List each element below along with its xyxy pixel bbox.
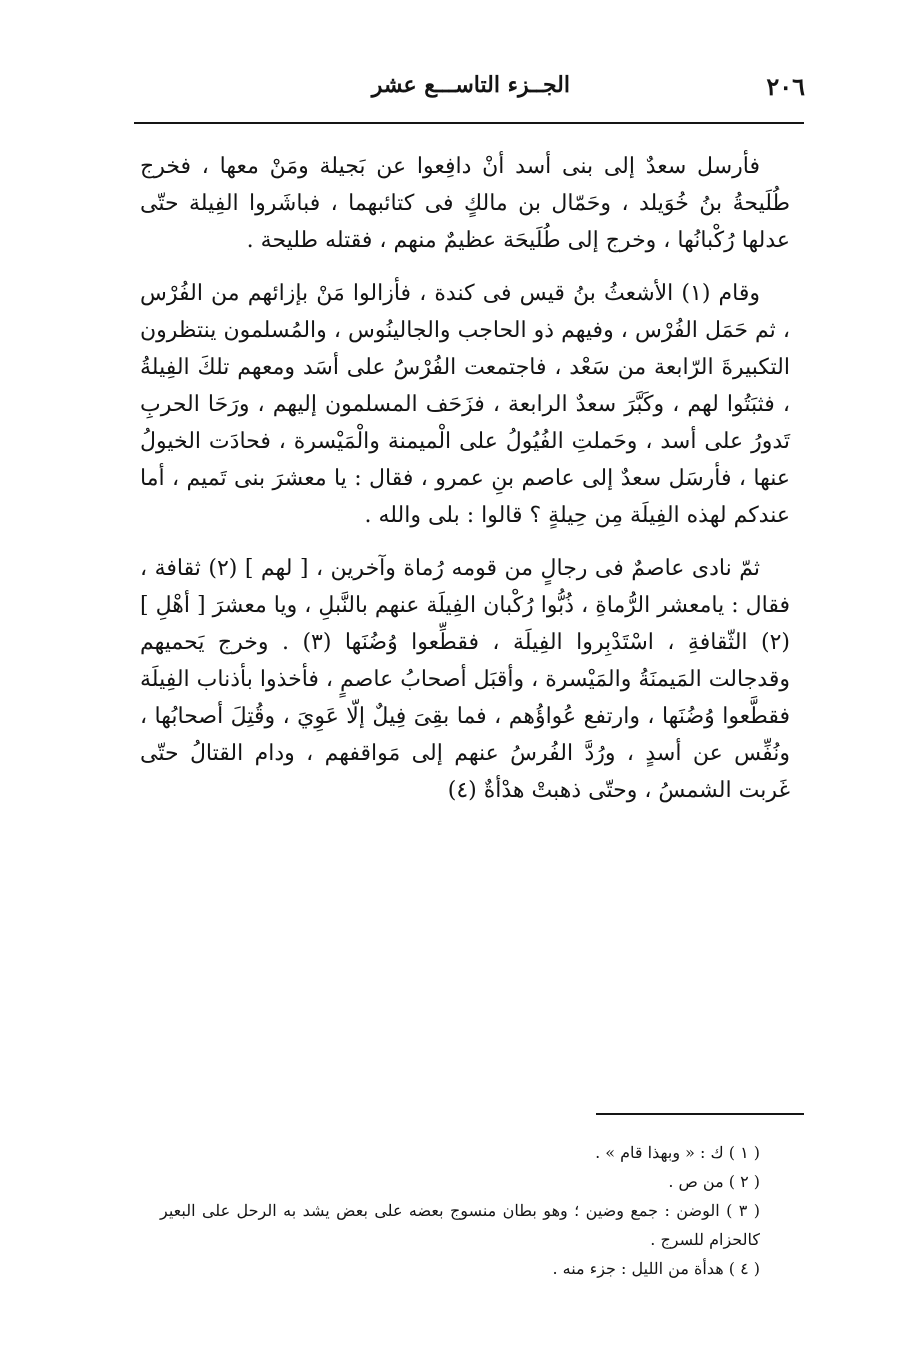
footnotes bbox=[160, 1138, 760, 1283]
header-rule bbox=[134, 122, 804, 124]
paragraph: ثمّ نادى عاصمٌ فى رجالٍ من قومه رُماة وآخرين ، [ لهم ] (٢) ثقافة ، فقال : يامعشر الرُّماةِ ، ذُبُّوا رُكْبان الفِيلَة عنهم بالنَّبلِ ، ويا معشرَ [ أهْلِ ] (٢) الثّقافةِ ، اسْتَدْبِروا الفِيلَة ، فقطِّعوا وُضُنَها (٣) . وخرج يَحميهم وقدجالت المَيمنَةُ والمَيْسرة ، وأقبَل أصحابُ عاصمٍ ، فأخذوا بأذناب الفِيلَة فقطَّعوا وُضُنَها ، وارتفع عُواؤُهم ، فما بقِىَ فِيلٌ إلّا عَوِيَ ، وقُتِلَ أصحابُها ، ونُفِّس عن أسدٍ ، ورُدَّ الفُرسُ عنهم إلى مَواقفهم ، ودام القتالُ حتّى غَربت الشمسُ ، وحتّى ذهبتْ هدْأةٌ (٤) bbox=[140, 556, 790, 803]
page-number: ٢٠٦ bbox=[766, 72, 805, 101]
running-title: الجــزء التاســـع عشر bbox=[371, 72, 570, 98]
footnote: ( ٤ ) هدأة من الليل : جزء منه . bbox=[552, 1259, 760, 1278]
footnote: ( ٢ ) من ص . bbox=[668, 1172, 760, 1191]
paragraph: فأرسل سعدٌ إلى بنى أسد أنْ دافِعوا عن بَجيلة ومَنْ معها ، فخرج طُلَيحةُ بنُ خُوَيلد ، وحَمّال بن مالكٍ فى كتائبهما ، فباشَروا الفِيلة حتّى عدلها رُكْبانُها ، وخرج إلى طُلَيحَة عظيمٌ منهم ، فقتله طليحة . bbox=[140, 154, 790, 253]
main-text bbox=[140, 148, 790, 809]
footnote: ( ٣ ) الوضن : جمع وضين ؛ وهو بطان منسوج بعضه على بعض يشد به الرحل على البعير كالحزام للسرج . bbox=[160, 1201, 761, 1249]
footnote: ( ١ ) ك : « وبهذا قام » . bbox=[595, 1143, 760, 1162]
page-header bbox=[140, 70, 805, 112]
paragraph: وقام (١) الأشعثُ بنُ قيس فى كندة ، فأزالوا مَنْ بإزائهم من الفُرْس ، ثم حَمَل الفُرْس ، وفيهم ذو الحاجب والجالينُوس ، والمُسلمون ينتظرون التكبيرةَ الرّابعة من سَعْد ، فاجتمعت الفُرْسُ على أسَد ومعهم تلكَ الفِيلةُ ، فثبَتُوا لهم ، وكَبَّرَ سعدٌ الرابعة ، فزَحَف المسلمون إليهم ، ورَحَا الحربِ تَدورُ على أسد ، وحَملتِ الفُيُولُ على الْميمنة والْمَيْسرة ، فحادَت الخيولُ عنها ، فأرسَل سعدٌ إلى عاصم بنِ عمرو ، فقال : يا معشرَ بنى تَميم ، أما عندكم لهذه الفِيلَة مِن حِيلةٍ ؟ قالوا : بلى والله . bbox=[140, 281, 790, 528]
footnote-rule bbox=[596, 1113, 804, 1115]
